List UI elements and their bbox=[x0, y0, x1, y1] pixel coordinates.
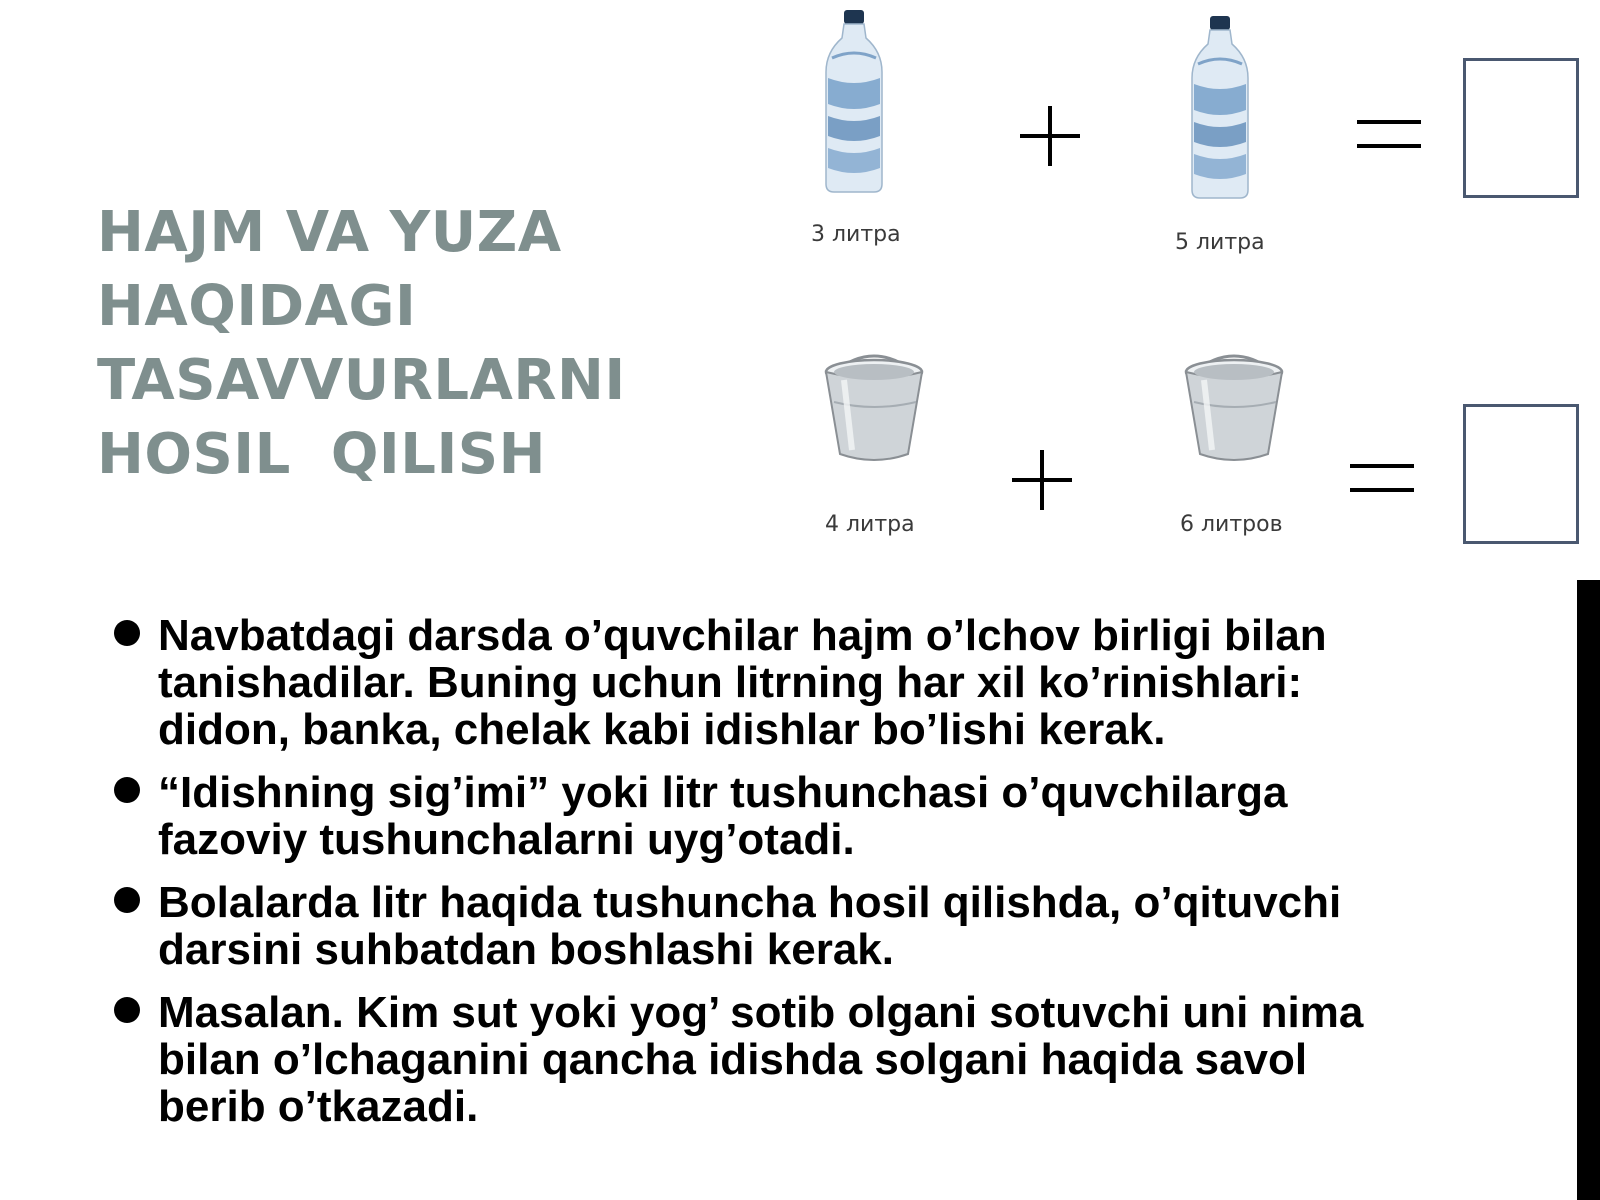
water-bottle-icon bbox=[1184, 14, 1256, 200]
bullet-text: Masalan. Kim sut yoki yog’ sotib olgani sotuvchi uni nima bilan o’lchaganini qancha idishda solgani haqida savol berib o’tkazadi. bbox=[158, 988, 1364, 1131]
bucket-volume-label: 6 литров bbox=[1180, 512, 1283, 537]
title-line: HOSIL QILISH bbox=[97, 422, 546, 487]
bullet-text: “Idishning sig’imi” yoki litr tushunchasi o’quvchilarga fazoviy tushunchalarni uyg’otadi. bbox=[158, 768, 1288, 864]
slide-title bbox=[97, 196, 657, 492]
equals-icon bbox=[1348, 460, 1416, 496]
edge-bar bbox=[1577, 580, 1600, 1200]
bottle-volume-label: 3 литра bbox=[811, 222, 901, 247]
bottle-volume-label: 5 литра bbox=[1175, 230, 1265, 255]
bullet-icon bbox=[114, 620, 140, 646]
title-line: TASAVVURLARNI bbox=[97, 348, 626, 413]
list-item bbox=[112, 769, 1552, 863]
bullet-icon bbox=[114, 777, 140, 803]
bullet-text: Bolalarda litr haqida tushuncha hosil qilishda, o’qituvchi darsini suhbatdan boshlashi kerak. bbox=[158, 878, 1342, 974]
metal-bucket-icon bbox=[820, 350, 928, 466]
answer-box[interactable] bbox=[1463, 404, 1579, 544]
answer-box[interactable] bbox=[1463, 58, 1579, 198]
bucket-volume-label: 4 литра bbox=[825, 512, 915, 537]
bullet-list bbox=[112, 612, 1552, 1146]
plus-icon bbox=[1010, 448, 1074, 512]
metal-bucket-icon bbox=[1180, 350, 1288, 466]
bullet-icon bbox=[114, 997, 140, 1023]
list-item bbox=[112, 612, 1552, 753]
bullet-icon bbox=[114, 887, 140, 913]
title-line: HAJM VA YUZA bbox=[97, 200, 562, 265]
plus-icon bbox=[1018, 104, 1082, 168]
bullet-text: Navbatdagi darsda o’quvchilar hajm o’lchov birligi bilan tanishadilar. Buning uchun litrning har xil ko’rinishlari: didon, banka, chelak kabi idishlar bo’lishi kerak. bbox=[158, 611, 1327, 754]
list-item bbox=[112, 879, 1552, 973]
equals-icon bbox=[1355, 116, 1423, 152]
list-item bbox=[112, 989, 1552, 1130]
water-bottle-icon bbox=[818, 8, 890, 194]
title-line: HAQIDAGI bbox=[97, 274, 417, 339]
